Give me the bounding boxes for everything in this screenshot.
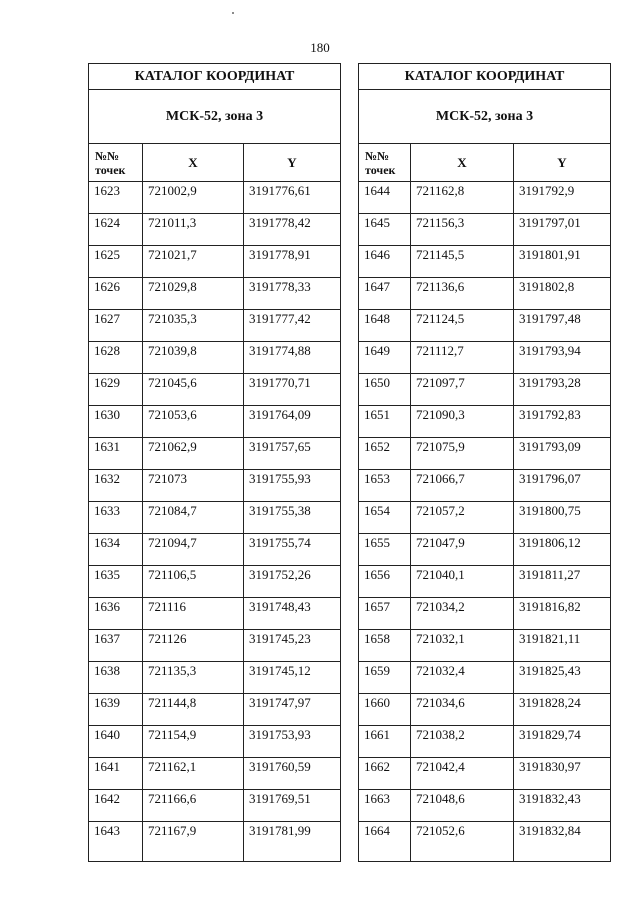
y-coordinate-cell: 3191745,23 [244, 630, 341, 662]
x-coordinate-cell: 721166,6 [143, 790, 244, 822]
point-number-cell: 1636 [89, 598, 143, 630]
point-number-cell: 1662 [359, 758, 411, 790]
table-row [359, 182, 611, 214]
point-number-cell: 1652 [359, 438, 411, 470]
table-row [89, 470, 341, 502]
x-coordinate-cell: 721011,3 [143, 214, 244, 246]
y-coordinate-cell: 3191800,75 [514, 502, 611, 534]
point-number-cell: 1648 [359, 310, 411, 342]
table-row [89, 630, 341, 662]
point-number-cell: 1644 [359, 182, 411, 214]
table-row [359, 534, 611, 566]
x-coordinate-cell: 721084,7 [143, 502, 244, 534]
x-coordinate-cell: 721029,8 [143, 278, 244, 310]
table-row [359, 310, 611, 342]
x-coordinate-cell: 721032,4 [411, 662, 514, 694]
y-coordinate-cell: 3191776,61 [244, 182, 341, 214]
point-number-cell: 1658 [359, 630, 411, 662]
table-row [89, 758, 341, 790]
x-coordinate-cell: 721048,6 [411, 790, 514, 822]
y-coordinate-cell: 3191796,07 [514, 470, 611, 502]
x-coordinate-cell: 721162,1 [143, 758, 244, 790]
table-row [89, 822, 341, 862]
y-coordinate-cell: 3191792,9 [514, 182, 611, 214]
y-coordinate-cell: 3191764,09 [244, 406, 341, 438]
point-number-cell: 1635 [89, 566, 143, 598]
table-row [359, 598, 611, 630]
table-row [89, 246, 341, 278]
y-coordinate-cell: 3191828,24 [514, 694, 611, 726]
table-row [89, 310, 341, 342]
x-coordinate-cell: 721042,4 [411, 758, 514, 790]
point-number-cell: 1649 [359, 342, 411, 374]
catalog-title: КАТАЛОГ КООРДИНАТ [89, 64, 341, 90]
table-row [359, 822, 611, 862]
y-coordinate-cell: 3191793,28 [514, 374, 611, 406]
y-coordinate-cell: 3191793,09 [514, 438, 611, 470]
x-coordinate-cell: 721034,2 [411, 598, 514, 630]
x-coordinate-cell: 721045,6 [143, 374, 244, 406]
table-row [89, 342, 341, 374]
table-row [359, 662, 611, 694]
point-number-cell: 1641 [89, 758, 143, 790]
y-coordinate-cell: 3191778,91 [244, 246, 341, 278]
column-header-point-number: №№ точек [359, 144, 411, 182]
x-coordinate-cell: 721034,6 [411, 694, 514, 726]
column-header-y: Y [244, 144, 341, 182]
point-number-cell: 1664 [359, 822, 411, 862]
x-coordinate-cell: 721090,3 [411, 406, 514, 438]
x-coordinate-cell: 721035,3 [143, 310, 244, 342]
x-coordinate-cell: 721106,5 [143, 566, 244, 598]
table-row [359, 758, 611, 790]
point-number-cell: 1651 [359, 406, 411, 438]
point-number-cell: 1660 [359, 694, 411, 726]
left-coordinate-catalog [88, 63, 341, 862]
y-coordinate-cell: 3191781,99 [244, 822, 341, 862]
x-coordinate-cell: 721154,9 [143, 726, 244, 758]
x-coordinate-cell: 721062,9 [143, 438, 244, 470]
x-coordinate-cell: 721075,9 [411, 438, 514, 470]
column-header-x: X [143, 144, 244, 182]
y-coordinate-cell: 3191760,59 [244, 758, 341, 790]
y-coordinate-cell: 3191806,12 [514, 534, 611, 566]
point-number-cell: 1650 [359, 374, 411, 406]
point-number-cell: 1653 [359, 470, 411, 502]
table-row [89, 726, 341, 758]
y-coordinate-cell: 3191829,74 [514, 726, 611, 758]
point-number-cell: 1637 [89, 630, 143, 662]
y-coordinate-cell: 3191811,27 [514, 566, 611, 598]
point-number-cell: 1655 [359, 534, 411, 566]
table-row [89, 438, 341, 470]
x-coordinate-cell: 721162,8 [411, 182, 514, 214]
x-coordinate-cell: 721032,1 [411, 630, 514, 662]
x-coordinate-cell: 721057,2 [411, 502, 514, 534]
y-coordinate-cell: 3191830,97 [514, 758, 611, 790]
point-number-cell: 1626 [89, 278, 143, 310]
table-row [89, 374, 341, 406]
table-row [89, 502, 341, 534]
y-coordinate-cell: 3191793,94 [514, 342, 611, 374]
point-number-cell: 1632 [89, 470, 143, 502]
table-row [89, 694, 341, 726]
x-coordinate-cell: 721144,8 [143, 694, 244, 726]
y-coordinate-cell: 3191757,65 [244, 438, 341, 470]
y-coordinate-cell: 3191832,84 [514, 822, 611, 862]
x-coordinate-cell: 721135,3 [143, 662, 244, 694]
table-row [89, 182, 341, 214]
column-header-x: X [411, 144, 514, 182]
x-coordinate-cell: 721136,6 [411, 278, 514, 310]
y-coordinate-cell: 3191778,33 [244, 278, 341, 310]
y-coordinate-cell: 3191792,83 [514, 406, 611, 438]
x-coordinate-cell: 721097,7 [411, 374, 514, 406]
table-row [359, 342, 611, 374]
y-coordinate-cell: 3191752,26 [244, 566, 341, 598]
x-coordinate-cell: 721038,2 [411, 726, 514, 758]
point-number-cell: 1645 [359, 214, 411, 246]
point-number-cell: 1661 [359, 726, 411, 758]
y-coordinate-cell: 3191770,71 [244, 374, 341, 406]
table-row [359, 438, 611, 470]
point-number-cell: 1631 [89, 438, 143, 470]
point-number-cell: 1634 [89, 534, 143, 566]
y-coordinate-cell: 3191747,97 [244, 694, 341, 726]
table-row [89, 662, 341, 694]
point-number-cell: 1639 [89, 694, 143, 726]
point-number-cell: 1659 [359, 662, 411, 694]
y-coordinate-cell: 3191801,91 [514, 246, 611, 278]
x-coordinate-cell: 721039,8 [143, 342, 244, 374]
table-row [89, 214, 341, 246]
table-row [359, 726, 611, 758]
table-row [359, 790, 611, 822]
point-number-cell: 1638 [89, 662, 143, 694]
x-coordinate-cell: 721040,1 [411, 566, 514, 598]
y-coordinate-cell: 3191832,43 [514, 790, 611, 822]
x-coordinate-cell: 721124,5 [411, 310, 514, 342]
x-coordinate-cell: 721052,6 [411, 822, 514, 862]
point-number-cell: 1663 [359, 790, 411, 822]
scan-speck [232, 12, 234, 14]
column-header-y: Y [514, 144, 611, 182]
catalog-zone: МСК-52, зона 3 [89, 90, 341, 144]
point-number-cell: 1633 [89, 502, 143, 534]
table-row [89, 278, 341, 310]
point-number-cell: 1642 [89, 790, 143, 822]
table-row [359, 406, 611, 438]
y-coordinate-cell: 3191777,42 [244, 310, 341, 342]
table-row [359, 694, 611, 726]
y-coordinate-cell: 3191748,43 [244, 598, 341, 630]
right-coordinate-catalog [358, 63, 611, 862]
table-row [89, 598, 341, 630]
x-coordinate-cell: 721167,9 [143, 822, 244, 862]
table-row [359, 246, 611, 278]
point-number-cell: 1657 [359, 598, 411, 630]
x-coordinate-cell: 721156,3 [411, 214, 514, 246]
y-coordinate-cell: 3191816,82 [514, 598, 611, 630]
x-coordinate-cell: 721066,7 [411, 470, 514, 502]
point-number-cell: 1629 [89, 374, 143, 406]
table-row [359, 278, 611, 310]
table-row [359, 502, 611, 534]
x-coordinate-cell: 721145,5 [411, 246, 514, 278]
point-number-cell: 1627 [89, 310, 143, 342]
y-coordinate-cell: 3191778,42 [244, 214, 341, 246]
x-coordinate-cell: 721116 [143, 598, 244, 630]
table-row [359, 630, 611, 662]
x-coordinate-cell: 721094,7 [143, 534, 244, 566]
table-row [359, 374, 611, 406]
y-coordinate-cell: 3191753,93 [244, 726, 341, 758]
point-number-cell: 1630 [89, 406, 143, 438]
y-coordinate-cell: 3191821,11 [514, 630, 611, 662]
table-row [89, 566, 341, 598]
x-coordinate-cell: 721112,7 [411, 342, 514, 374]
point-number-cell: 1624 [89, 214, 143, 246]
y-coordinate-cell: 3191797,48 [514, 310, 611, 342]
table-row [359, 470, 611, 502]
point-number-cell: 1654 [359, 502, 411, 534]
point-number-cell: 1640 [89, 726, 143, 758]
x-coordinate-cell: 721126 [143, 630, 244, 662]
y-coordinate-cell: 3191755,74 [244, 534, 341, 566]
y-coordinate-cell: 3191745,12 [244, 662, 341, 694]
column-header-point-number: №№ точек [89, 144, 143, 182]
table-row [359, 566, 611, 598]
point-number-cell: 1656 [359, 566, 411, 598]
catalog-zone: МСК-52, зона 3 [359, 90, 611, 144]
x-coordinate-cell: 721053,6 [143, 406, 244, 438]
x-coordinate-cell: 721021,7 [143, 246, 244, 278]
table-row [89, 534, 341, 566]
point-number-cell: 1646 [359, 246, 411, 278]
point-number-cell: 1647 [359, 278, 411, 310]
table-row [359, 214, 611, 246]
x-coordinate-cell: 721073 [143, 470, 244, 502]
y-coordinate-cell: 3191769,51 [244, 790, 341, 822]
x-coordinate-cell: 721002,9 [143, 182, 244, 214]
point-number-cell: 1628 [89, 342, 143, 374]
y-coordinate-cell: 3191802,8 [514, 278, 611, 310]
point-number-cell: 1643 [89, 822, 143, 862]
y-coordinate-cell: 3191755,38 [244, 502, 341, 534]
page-number: 180 [310, 40, 330, 55]
y-coordinate-cell: 3191825,43 [514, 662, 611, 694]
y-coordinate-cell: 3191774,88 [244, 342, 341, 374]
table-row [89, 790, 341, 822]
point-number-cell: 1625 [89, 246, 143, 278]
catalog-title: КАТАЛОГ КООРДИНАТ [359, 64, 611, 90]
table-row [89, 406, 341, 438]
y-coordinate-cell: 3191755,93 [244, 470, 341, 502]
x-coordinate-cell: 721047,9 [411, 534, 514, 566]
y-coordinate-cell: 3191797,01 [514, 214, 611, 246]
point-number-cell: 1623 [89, 182, 143, 214]
